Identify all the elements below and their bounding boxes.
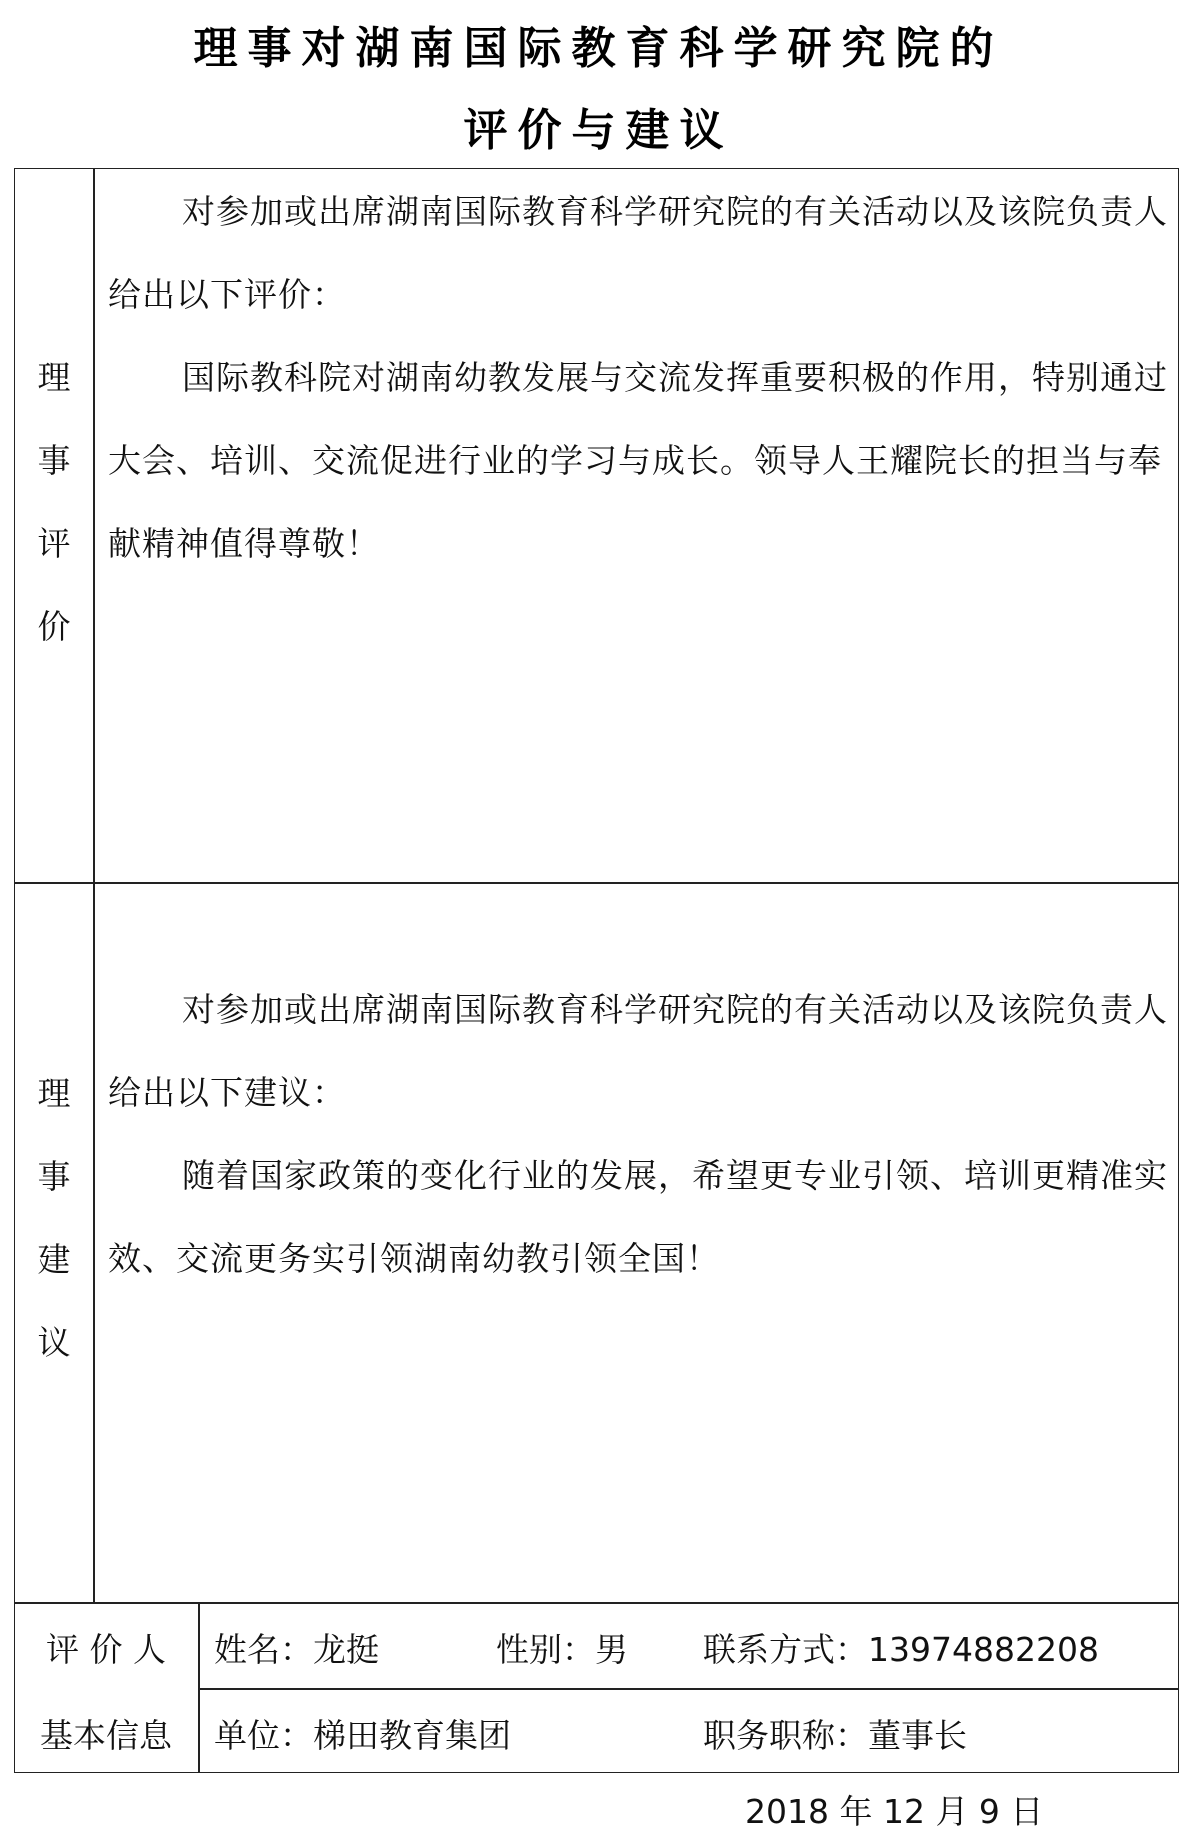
suggestion-label-char: 理 xyxy=(37,1074,71,1113)
suggestion-content: 随着国家政策的变化行业的发展，希望更专业引领、培训更精准实效、交流更务实引领湖南幼教引领全国！ xyxy=(108,1156,1168,1278)
info-row-divider xyxy=(198,1688,1179,1690)
evaluation-content: 国际教科院对湖南幼教发展与交流发挥重要积极的作用，特别通过大会、培训、交流促进行业的学习与成长。领导人王耀院长的担当与奉献精神值得尊敬！ xyxy=(108,358,1168,563)
info-label-line-2: 基本信息 xyxy=(40,1716,172,1755)
document-title-line-1: 理事对湖南国际教育科学研究院的 xyxy=(193,23,1004,74)
suggestion-label-char: 议 xyxy=(37,1323,71,1362)
suggestion-label-char: 建 xyxy=(37,1240,71,1279)
evaluation-label-char: 理 xyxy=(37,358,71,397)
suggestion-text xyxy=(108,968,1168,1300)
evaluation-label-char: 价 xyxy=(37,607,71,646)
info-section-divider xyxy=(14,1602,1179,1604)
evaluator-contact: 联系方式：13974882208 xyxy=(703,1630,1099,1669)
document-date: 2018 年 12 月 9 日 xyxy=(745,1792,1044,1831)
evaluation-text xyxy=(108,170,1168,585)
evaluation-intro: 对参加或出席湖南国际教育科学研究院的有关活动以及该院负责人给出以下评价： xyxy=(108,192,1168,314)
suggestion-label-char: 事 xyxy=(37,1157,71,1196)
evaluation-label xyxy=(14,336,94,668)
suggestion-label xyxy=(14,1052,94,1384)
evaluator-unit: 单位：梯田教育集团 xyxy=(214,1716,511,1755)
suggestion-intro: 对参加或出席湖南国际教育科学研究院的有关活动以及该院负责人给出以下建议： xyxy=(108,990,1168,1112)
info-label-line-1: 评 价 人 xyxy=(46,1630,166,1669)
document-title-line-2: 评价与建议 xyxy=(463,105,734,156)
evaluator-gender: 性别：男 xyxy=(496,1630,628,1669)
section-divider xyxy=(14,882,1179,884)
evaluator-position: 职务职称：董事长 xyxy=(703,1716,967,1755)
evaluation-label-char: 评 xyxy=(37,524,71,563)
evaluation-label-char: 事 xyxy=(37,441,71,480)
evaluator-name: 姓名：龙挺 xyxy=(214,1630,379,1669)
